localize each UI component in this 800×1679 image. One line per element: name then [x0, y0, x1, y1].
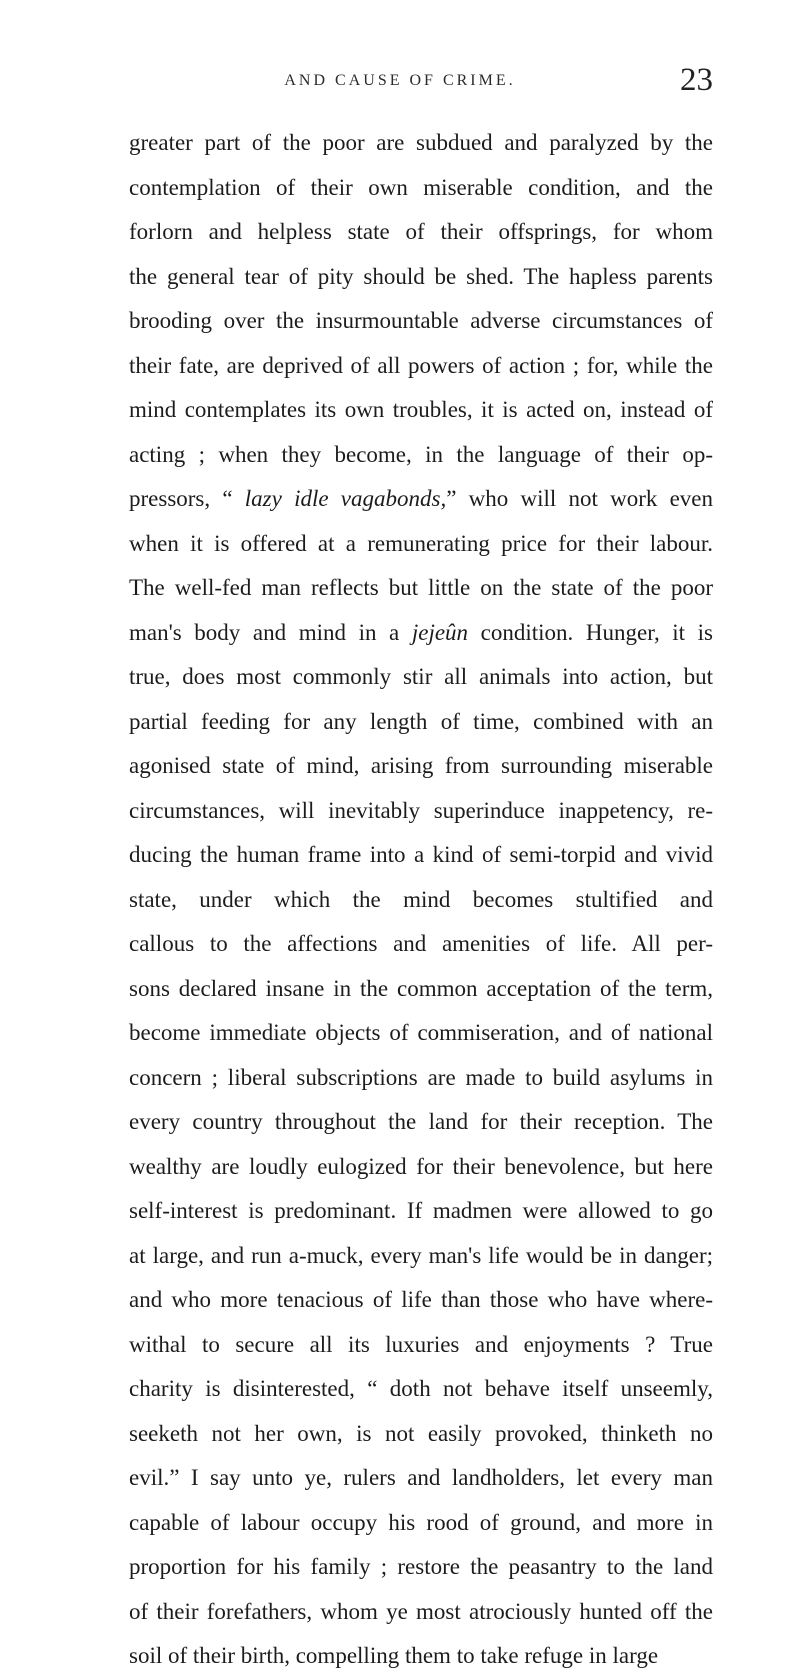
- text-line: their fate, are deprived of all powers of action ; for, while the: [129, 352, 713, 378]
- text-line: ducing the human frame into a kind of semi-torpid and vivid: [129, 842, 713, 867]
- text-segment: condition. Hunger, it is: [468, 619, 713, 645]
- running-head: [0, 62, 800, 112]
- text-line: evil.” I say unto ye, rulers and landholders, let every man: [129, 1465, 713, 1490]
- text-line: the general tear of pity should be shed. The hapless parents: [129, 263, 713, 289]
- text-line: partial feeding for any length of time, combined with an: [129, 708, 713, 734]
- text-line: acting ; when they become, in the language of their op-: [129, 441, 713, 467]
- text-line: circumstances, will inevitably superinduce inappetency, re-: [129, 797, 713, 823]
- text-line: contemplation of their own miserable condition, and the: [129, 174, 713, 200]
- text-line: concern ; liberal subscriptions are made to build asylums in: [129, 1064, 713, 1090]
- text-line: agonised state of mind, arising from surrounding miserable: [129, 753, 713, 778]
- text-line: [129, 611, 713, 656]
- text-line: true, does most commonly stir all animals into action, but: [129, 664, 713, 689]
- text-line: every country throughout the land for their reception. The: [129, 1109, 713, 1134]
- text-line: self-interest is predominant. If madmen were allowed to go: [129, 1198, 713, 1223]
- text-line: become immediate objects of commiseration, and of national: [129, 1020, 713, 1045]
- text-segment: man's body and mind in a: [129, 619, 412, 645]
- text-line: capable of labour occupy his rood of ground, and more in: [129, 1509, 713, 1535]
- text-line: of their forefathers, whom ye most atrociously hunted off the: [129, 1598, 713, 1624]
- text-line: wealthy are loudly eulogized for their benevolence, but here: [129, 1153, 713, 1179]
- body-text: [129, 121, 713, 1679]
- text-line: callous to the affections and amenities of life. All per-: [129, 931, 713, 956]
- text-line: withal to secure all its luxuries and enjoyments ? True: [129, 1331, 713, 1357]
- text-line: brooding over the insurmountable adverse circumstances of: [129, 308, 713, 333]
- running-title: AND CAUSE OF CRIME.: [284, 72, 516, 89]
- text-line: state, under which the mind becomes stultified and: [129, 886, 713, 912]
- text-line: seeketh not her own, is not easily provoked, thinketh no: [129, 1420, 713, 1446]
- text-line: when it is offered at a remunerating price for their labour.: [129, 530, 713, 556]
- text-line: forlorn and helpless state of their offsprings, for whom: [129, 219, 713, 244]
- page-number: 23: [680, 62, 713, 98]
- italic-phrase: lazy idle vagabonds,: [244, 486, 447, 511]
- text-segment: pressors, “: [129, 486, 245, 511]
- text-line: proportion for his family ; restore the peasantry to the land: [129, 1554, 713, 1579]
- text-line: and who more tenacious of life than those who have where-: [129, 1287, 713, 1312]
- text-line: The well-fed man reflects but little on the state of the poor: [129, 575, 713, 600]
- text-line: sons declared insane in the common acceptation of the term,: [129, 975, 713, 1001]
- text-line: [129, 477, 713, 522]
- text-line: greater part of the poor are subdued and paralyzed by the: [129, 130, 713, 155]
- text-line: charity is disinterested, “ doth not behave itself unseemly,: [129, 1376, 713, 1401]
- text-line: at large, and run a-muck, every man's life would be in danger;: [129, 1242, 713, 1268]
- text-line: mind contemplates its own troubles, it is acted on, instead of: [129, 397, 713, 422]
- text-segment: ” who will not work even: [446, 486, 713, 511]
- text-line: soil of their birth, compelling them to take refuge in large: [129, 1643, 659, 1668]
- italic-word: jejeûn: [411, 619, 469, 645]
